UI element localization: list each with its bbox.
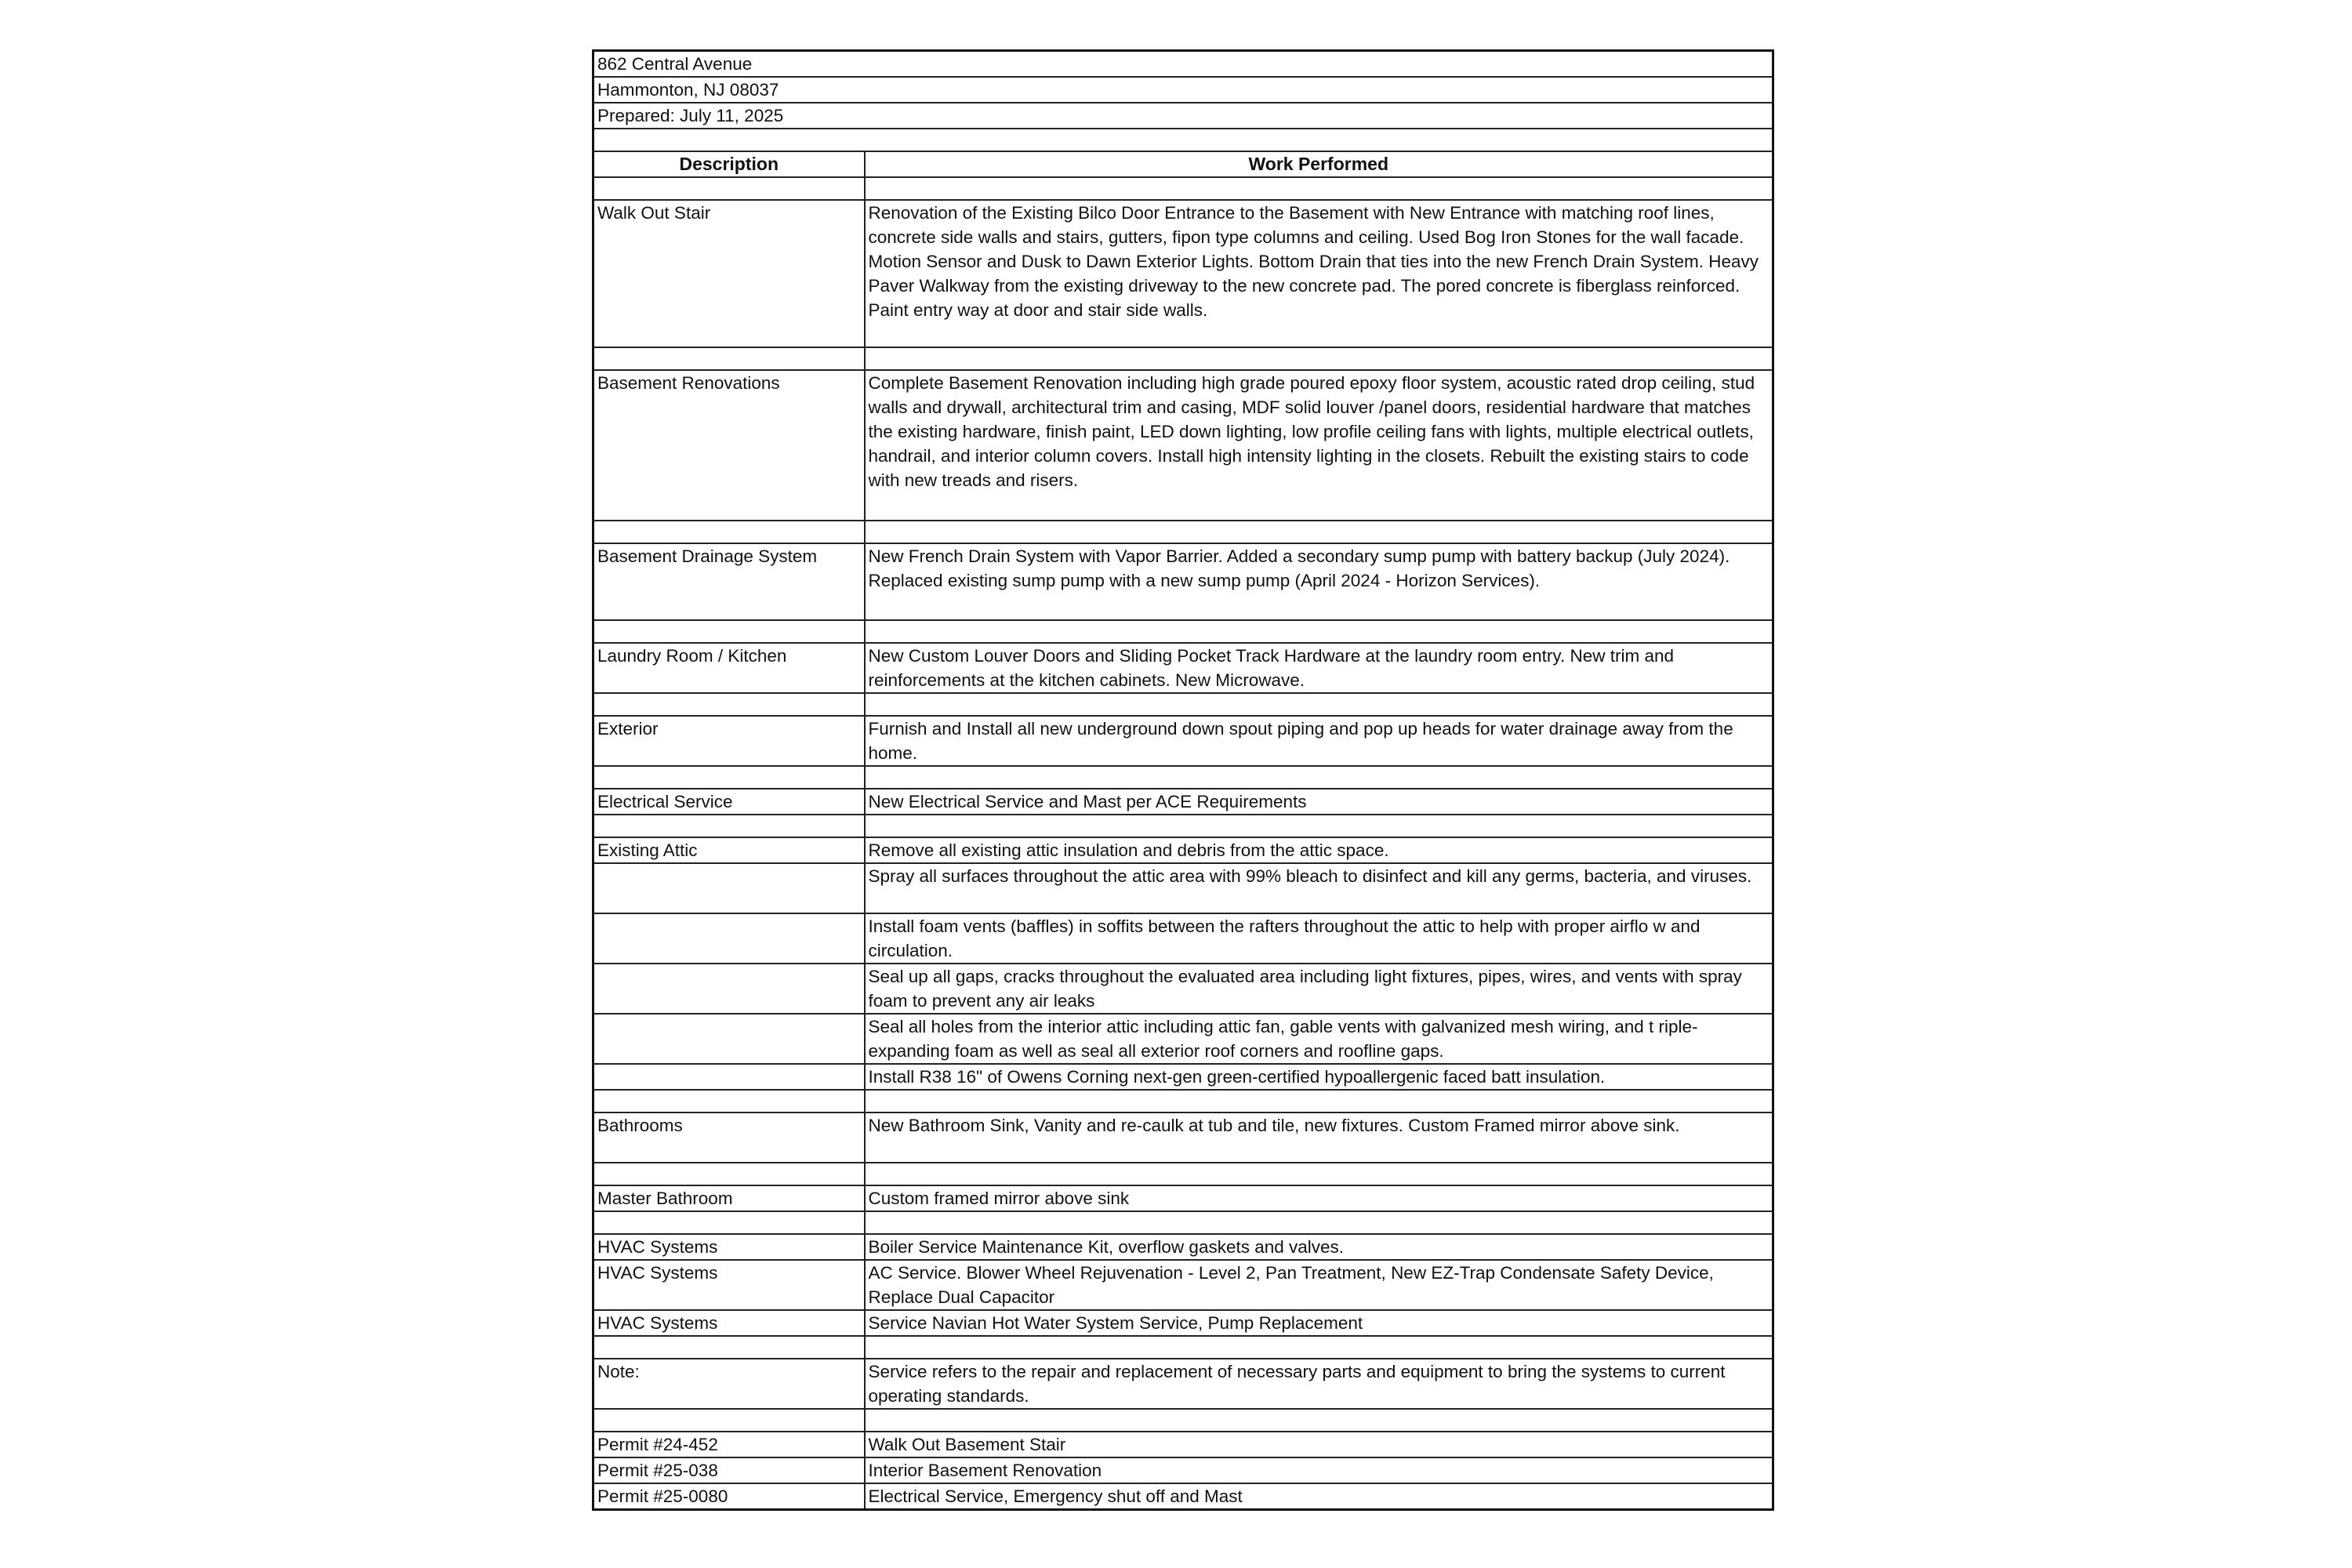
row-description: Exterior bbox=[593, 716, 865, 766]
row-work: Seal up all gaps, cracks throughout the evaluated area including light fixtures, pipes, wires, and vents with spray foam to prevent any air leaks bbox=[865, 964, 1773, 1014]
spacer-cell bbox=[593, 1336, 865, 1359]
spacer-cell bbox=[865, 766, 1773, 789]
permit-number: Permit #24-452 bbox=[593, 1432, 865, 1457]
table-row bbox=[593, 1112, 1773, 1163]
spacer-cell bbox=[593, 1211, 865, 1234]
row-description: Master Bathroom bbox=[593, 1185, 865, 1211]
spacer-cell bbox=[593, 347, 865, 370]
table-row bbox=[593, 1359, 1773, 1409]
table-row bbox=[593, 1310, 1773, 1336]
spacer-cell bbox=[865, 521, 1773, 543]
permit-work: Walk Out Basement Stair bbox=[865, 1432, 1773, 1457]
row-description: HVAC Systems bbox=[593, 1310, 865, 1336]
spacer-cell bbox=[865, 1409, 1773, 1432]
spacer-cell bbox=[593, 1163, 865, 1185]
spacer-cell bbox=[865, 1211, 1773, 1234]
column-header-work: Work Performed bbox=[865, 151, 1773, 177]
column-header-description: Description bbox=[593, 151, 865, 177]
row-work: New Custom Louver Doors and Sliding Pocket Track Hardware at the laundry room entry. New trim and reinforcements at the kitchen cabinets. New Microwave. bbox=[865, 643, 1773, 693]
spacer-cell bbox=[865, 620, 1773, 643]
spacer-cell bbox=[593, 693, 865, 716]
spacer-cell bbox=[865, 177, 1773, 200]
permit-number: Permit #25-0080 bbox=[593, 1483, 865, 1510]
row-description: Bathrooms bbox=[593, 1112, 865, 1163]
permit-work: Interior Basement Renovation bbox=[865, 1457, 1773, 1483]
spacer-cell bbox=[593, 620, 865, 643]
row-work: Remove all existing attic insulation and debris from the attic space. bbox=[865, 837, 1773, 863]
row-work: Complete Basement Renovation including high grade poured epoxy floor system, acoustic rated drop ceiling, stud walls and drywall, architectural trim and casing, MDF solid louver /panel doors, residential hardware that matches the existing hardware, finish paint, LED down lighting, low profile ceiling fans with lights, multiple electrical outlets, handrail, and interior column covers. Install high intensity lighting in the closets. Rebuilt the existing stairs to code with new treads and risers. bbox=[865, 370, 1773, 521]
row-work: Install R38 16" of Owens Corning next-gen green-certified hypoallergenic faced batt insulation. bbox=[865, 1064, 1773, 1090]
row-description bbox=[593, 913, 865, 964]
permit-work: Electrical Service, Emergency shut off and Mast bbox=[865, 1483, 1773, 1510]
row-description bbox=[593, 1014, 865, 1064]
table-row bbox=[593, 543, 1773, 620]
row-description: HVAC Systems bbox=[593, 1260, 865, 1310]
permit-row bbox=[593, 1432, 1773, 1457]
row-description bbox=[593, 863, 865, 913]
row-work: New Bathroom Sink, Vanity and re-caulk at tub and tile, new fixtures. Custom Framed mirror above sink. bbox=[865, 1112, 1773, 1163]
row-work: Custom framed mirror above sink bbox=[865, 1185, 1773, 1211]
row-work: Install foam vents (baffles) in soffits between the rafters throughout the attic to help with proper airflo w and circulation. bbox=[865, 913, 1773, 964]
table-row bbox=[593, 716, 1773, 766]
spacer-cell bbox=[865, 347, 1773, 370]
table-row bbox=[593, 1185, 1773, 1211]
spacer-cell bbox=[593, 815, 865, 837]
row-work: Seal all holes from the interior attic including attic fan, gable vents with galvanized mesh wiring, and t riple-expanding foam as well as seal all exterior roof corners and roofline gaps. bbox=[865, 1014, 1773, 1064]
table-row bbox=[593, 837, 1773, 863]
table-row bbox=[593, 370, 1773, 521]
row-work-line: New French Drain System with Vapor Barrier. Added a secondary sump pump with battery backup (July 2024). bbox=[868, 546, 1730, 566]
spacer-cell bbox=[865, 1163, 1773, 1185]
row-work: Furnish and Install all new underground down spout piping and pop up heads for water drainage away from the home. bbox=[865, 716, 1773, 766]
spacer-cell bbox=[593, 1409, 865, 1432]
spacer-cell bbox=[865, 1336, 1773, 1359]
row-work: Boiler Service Maintenance Kit, overflow gaskets and valves. bbox=[865, 1234, 1773, 1260]
row-description: Electrical Service bbox=[593, 789, 865, 815]
row-description: Walk Out Stair bbox=[593, 200, 865, 347]
address-line: 862 Central Avenue bbox=[593, 51, 1773, 78]
table-row bbox=[593, 1014, 1773, 1064]
table-row bbox=[593, 863, 1773, 913]
row-work: Spray all surfaces throughout the attic area with 99% bleach to disinfect and kill any germs, bacteria, and viruses. bbox=[865, 863, 1773, 913]
table-row bbox=[593, 643, 1773, 693]
prepared-date: Prepared: July 11, 2025 bbox=[593, 103, 1773, 129]
permit-row bbox=[593, 1483, 1773, 1510]
row-description bbox=[593, 1064, 865, 1090]
permit-row bbox=[593, 1457, 1773, 1483]
row-work: Renovation of the Existing Bilco Door Entrance to the Basement with New Entrance with matching roof lines, concrete side walls and stairs, gutters, fipon type columns and ceiling. Used Bog Iron Stones for the wall facade. Motion Sensor and Dusk to Dawn Exterior Lights. Bottom Drain that ties into the new French Drain System. Heavy Paver Walkway from the existing driveway to the new concrete pad. The pored concrete is fiberglass reinforced. Paint entry way at door and stair side walls. bbox=[865, 200, 1773, 347]
table-row bbox=[593, 1234, 1773, 1260]
spacer-cell bbox=[593, 766, 865, 789]
row-description: Basement Renovations bbox=[593, 370, 865, 521]
city-line: Hammonton, NJ 08037 bbox=[593, 77, 1773, 103]
row-work: Service refers to the repair and replacement of necessary parts and equipment to bring the systems to current operating standards. bbox=[865, 1359, 1773, 1409]
spacer-row bbox=[593, 129, 1773, 151]
table-row bbox=[593, 789, 1773, 815]
row-description: Note: bbox=[593, 1359, 865, 1409]
spacer-cell bbox=[865, 693, 1773, 716]
row-work-line: Replaced existing sump pump with a new sump pump (April 2024 - Horizon Services). bbox=[868, 571, 1541, 590]
row-description: Laundry Room / Kitchen bbox=[593, 643, 865, 693]
row-work: New Electrical Service and Mast per ACE Requirements bbox=[865, 789, 1773, 815]
spacer-cell bbox=[593, 177, 865, 200]
table-row bbox=[593, 200, 1773, 347]
row-description bbox=[593, 964, 865, 1014]
spacer-cell bbox=[593, 1090, 865, 1112]
row-work: Service Navian Hot Water System Service, Pump Replacement bbox=[865, 1310, 1773, 1336]
row-work bbox=[865, 543, 1773, 620]
row-work: AC Service. Blower Wheel Rejuvenation - Level 2, Pan Treatment, New EZ-Trap Condensate Safety Device, Replace Dual Capacitor bbox=[865, 1260, 1773, 1310]
table-row bbox=[593, 964, 1773, 1014]
row-description: HVAC Systems bbox=[593, 1234, 865, 1260]
work-summary-sheet bbox=[592, 49, 1772, 1511]
spacer-cell bbox=[593, 521, 865, 543]
work-table bbox=[592, 49, 1774, 1511]
table-row bbox=[593, 1064, 1773, 1090]
spacer-cell bbox=[865, 815, 1773, 837]
spacer-cell bbox=[865, 1090, 1773, 1112]
row-description: Existing Attic bbox=[593, 837, 865, 863]
table-row bbox=[593, 1260, 1773, 1310]
row-description: Basement Drainage System bbox=[593, 543, 865, 620]
table-row bbox=[593, 913, 1773, 964]
permit-number: Permit #25-038 bbox=[593, 1457, 865, 1483]
